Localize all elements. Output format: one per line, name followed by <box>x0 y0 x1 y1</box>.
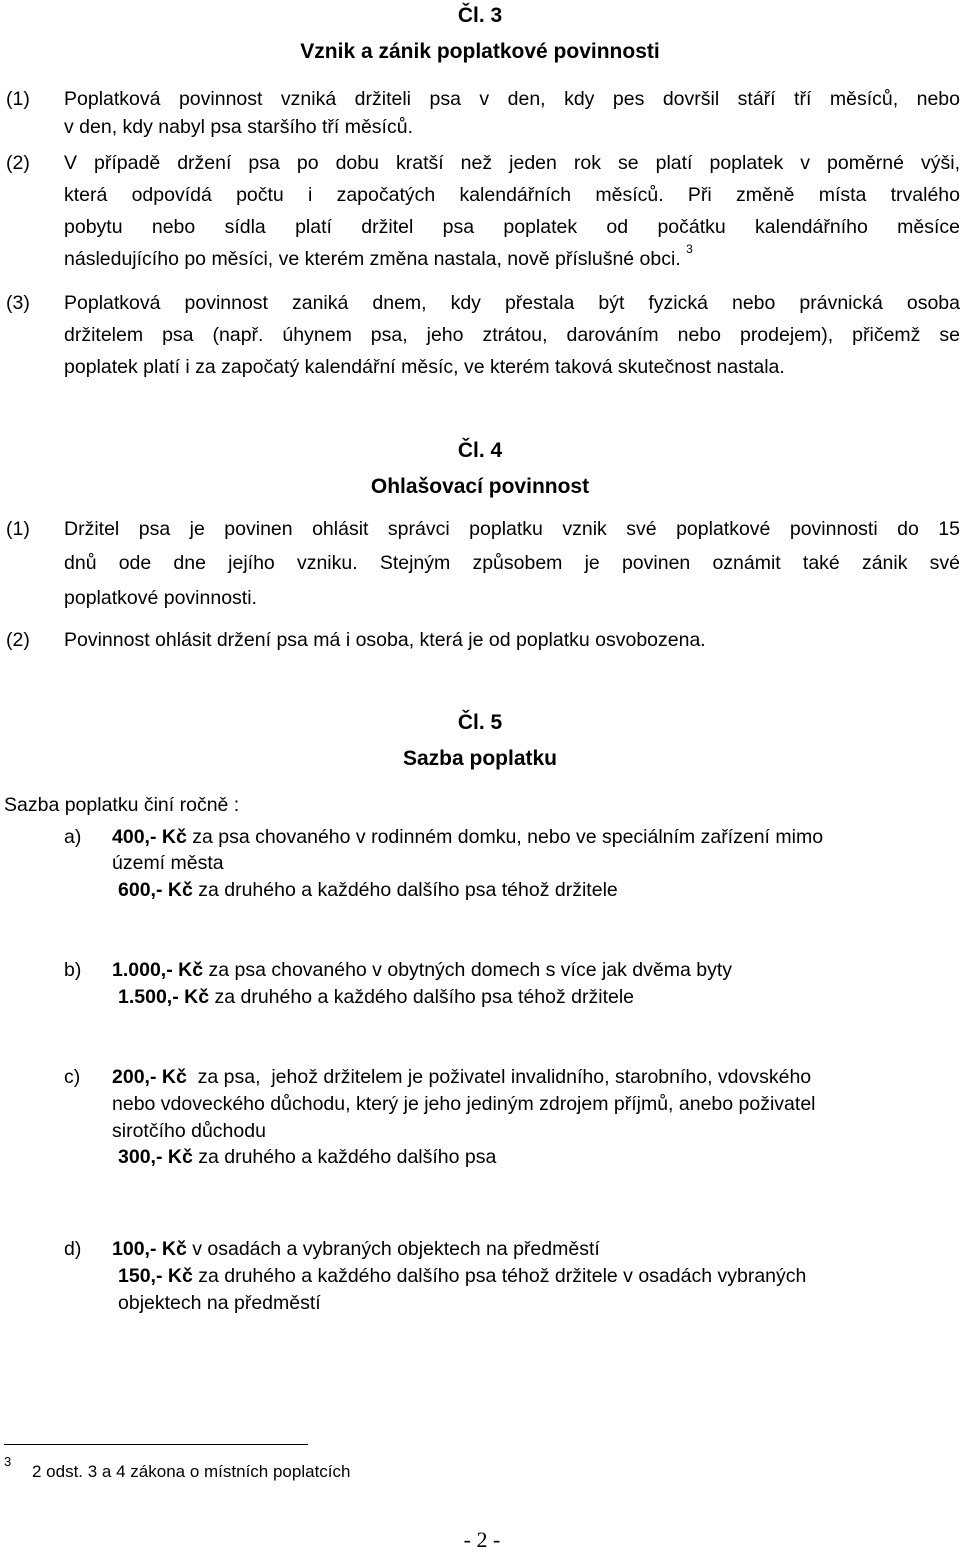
item-line <box>112 959 732 982</box>
item-text: za psa chovaného v obytných domech s více jak dvěma byty <box>203 959 733 981</box>
paragraph-line: Držitel psa je povinen ohlásit správci poplatku vznik své poplatkové povinnosti do 15 <box>64 518 960 540</box>
item-line <box>112 1238 600 1261</box>
paragraph-number: (3) <box>6 292 30 314</box>
paragraph-number: (2) <box>6 629 30 651</box>
amount: 200,- Kč <box>112 1066 187 1088</box>
item-text: za druhého a každého dalšího psa téhož držitele <box>192 879 618 901</box>
item-text: za psa, jehož držitelem je poživatel invalidního, starobního, vdovského <box>186 1066 812 1088</box>
paragraph-line: Poplatková povinnost zaniká dnem, kdy přestala být fyzická nebo právnická osoba <box>64 292 960 314</box>
item-line: území města <box>112 852 224 874</box>
item-text: za psa chovaného v rodinném domku, nebo ve speciálním zařízení mimo <box>186 826 824 848</box>
article-3-number: Čl. 3 <box>457 4 503 27</box>
amount: 1.000,- Kč <box>112 959 204 981</box>
item-letter: d) <box>64 1238 82 1260</box>
rate-intro: Sazba poplatku činí ročně : <box>4 794 240 816</box>
paragraph-line: Povinnost ohlásit držení psa má i osoba, která je od poplatku osvobozena. <box>64 629 706 651</box>
amount: 1.500,- Kč <box>118 986 210 1008</box>
footnote-mark: 3 <box>4 1454 12 1469</box>
paragraph-line: Poplatková povinnost vzniká držiteli psa v den, kdy pes dovršil stáří tří měsíců, nebo <box>64 88 960 110</box>
paragraph-line: poplatkové povinnosti. <box>64 587 257 609</box>
paragraph-line: držitelem psa (např. úhynem psa, jeho ztrátou, darováním nebo prodejem), přičemž se <box>64 324 960 346</box>
paragraph-line: pobytu nebo sídla platí držitel psa poplatek od počátku kalendářního měsíce <box>64 216 960 238</box>
item-line: nebo vdoveckého důchodu, který je jeho jediným zdrojem příjmů, anebo poživatel <box>112 1093 816 1115</box>
article-4-number: Čl. 4 <box>457 439 503 462</box>
footnote-text: 2 odst. 3 a 4 zákona o místních poplatcích <box>32 1462 351 1481</box>
paragraph-line: poplatek platí i za započatý kalendářní měsíc, ve kterém taková skutečnost nastala. <box>64 356 785 378</box>
article-5-title: Sazba poplatku <box>402 747 558 770</box>
paragraph-number: (2) <box>6 152 30 174</box>
item-letter: b) <box>64 959 82 981</box>
item-line <box>112 1066 811 1089</box>
item-letter: a) <box>64 826 82 848</box>
paragraph-line: dnů ode dne jejího vzniku. Stejným způsobem je povinen oznámit také zánik své <box>64 552 960 574</box>
item-line <box>118 986 634 1009</box>
paragraph-line: následujícího po měsíci, ve kterém změna nastala, nově příslušné obci. <box>64 248 681 270</box>
paragraph-line-with-footnote <box>64 242 960 271</box>
footnote-separator <box>4 1444 308 1445</box>
paragraph-line: která odpovídá počtu i započatých kalendářních měsíců. Při změně místa trvalého <box>64 184 960 206</box>
article-5-number: Čl. 5 <box>457 711 503 734</box>
item-line: sirotčího důchodu <box>112 1120 266 1142</box>
item-line <box>118 1146 496 1169</box>
article-4-title: Ohlašovací povinnost <box>370 475 590 498</box>
paragraph-line: v den, kdy nabyl psa staršího tří měsíců. <box>64 116 413 138</box>
item-letter: c) <box>64 1066 81 1088</box>
item-line <box>118 1265 806 1288</box>
item-text: za druhého a každého dalšího psa téhož držitele <box>209 986 635 1008</box>
article-3-title: Vznik a zánik poplatkové povinnosti <box>300 40 660 63</box>
item-line: objektech na předměstí <box>118 1292 321 1314</box>
item-text: za druhého a každého dalšího psa <box>192 1146 497 1168</box>
amount: 300,- Kč <box>118 1146 193 1168</box>
page-number: - 2 - <box>463 1527 501 1552</box>
item-line <box>118 879 618 902</box>
paragraph-number: (1) <box>6 518 30 540</box>
amount: 100,- Kč <box>112 1238 187 1260</box>
amount: 600,- Kč <box>118 879 193 901</box>
item-text: v osadách a vybraných objektech na předměstí <box>186 1238 600 1260</box>
footnote-reference[interactable]: 3 <box>686 242 693 256</box>
paragraph-line: V případě držení psa po dobu kratší než jeden rok se platí poplatek v poměrné výši, <box>64 152 960 174</box>
item-text: za druhého a každého dalšího psa téhož držitele v osadách vybraných <box>192 1265 807 1287</box>
amount: 150,- Kč <box>118 1265 193 1287</box>
amount: 400,- Kč <box>112 826 187 848</box>
item-line <box>112 826 823 849</box>
paragraph-number: (1) <box>6 88 30 110</box>
